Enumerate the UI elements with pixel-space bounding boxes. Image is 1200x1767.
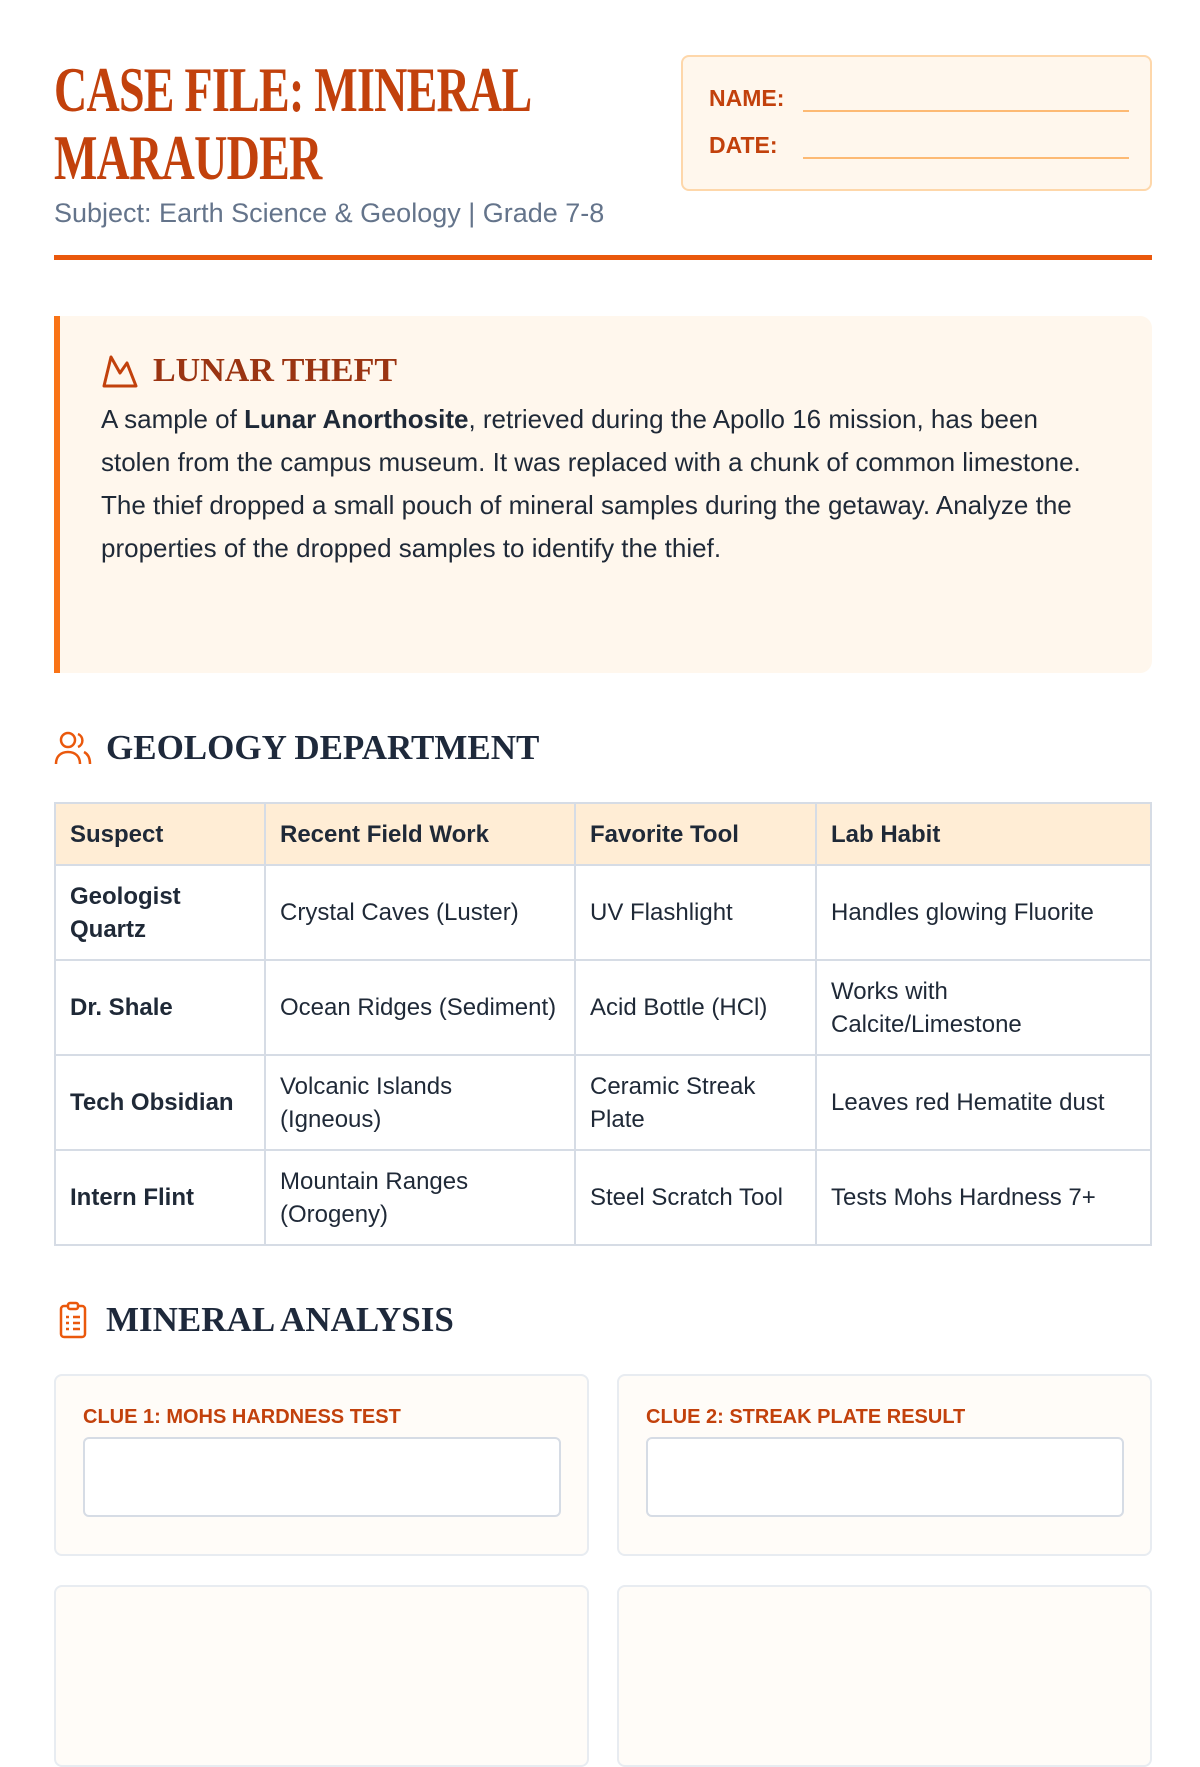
suspect-name: Geologist Quartz xyxy=(55,865,265,960)
story-text xyxy=(101,398,1112,570)
table-row xyxy=(55,960,1151,1055)
column-header: Favorite Tool xyxy=(575,803,816,865)
suspects-heading xyxy=(54,728,539,768)
story-title: LUNAR THEFT xyxy=(153,352,398,389)
story-panel xyxy=(54,316,1152,673)
clipboard-icon xyxy=(54,1301,92,1339)
header-block xyxy=(54,56,674,230)
suspect-name: Tech Obsidian xyxy=(55,1055,265,1150)
column-header: Suspect xyxy=(55,803,265,865)
favorite-tool: Steel Scratch Tool xyxy=(575,1150,816,1245)
field-work: Crystal Caves (Luster) xyxy=(265,865,575,960)
favorite-tool: Acid Bottle (HCl) xyxy=(575,960,816,1055)
clue-label: CLUE 1: MOHS HARDNESS TEST xyxy=(83,1406,401,1428)
favorite-tool: Ceramic Streak Plate xyxy=(575,1055,816,1150)
story-heading xyxy=(101,352,1112,390)
clue-card-1 xyxy=(54,1374,589,1556)
clue-card-2 xyxy=(617,1374,1152,1556)
story-text-post: , retrieved during the Apollo 16 mission, has been stolen from the campus museum. It was replaced with a chunk of common limestone. The thief dropped a small pouch of mineral samples during the getaway. Analyze the properties of the dropped samples to identify the thief. xyxy=(101,404,1081,563)
story-text-bold: Lunar Anorthosite xyxy=(244,404,469,434)
lab-habit: Handles glowing Fluorite xyxy=(816,865,1151,960)
field-work: Ocean Ridges (Sediment) xyxy=(265,960,575,1055)
users-icon xyxy=(54,730,92,766)
suspects-table xyxy=(54,802,1152,1246)
table-row xyxy=(55,1055,1151,1150)
column-header: Recent Field Work xyxy=(265,803,575,865)
table-row xyxy=(55,1150,1151,1245)
clue-1-answer-input[interactable] xyxy=(83,1437,561,1517)
name-label: NAME: xyxy=(709,85,785,111)
lab-habit: Works with Calcite/Limestone xyxy=(816,960,1151,1055)
favorite-tool: UV Flashlight xyxy=(575,865,816,960)
page-title: CASE FILE: MINERAL MARAUDER xyxy=(54,55,529,193)
name-field[interactable] xyxy=(709,85,1129,112)
field-work: Volcanic Islands (Igneous) xyxy=(265,1055,575,1150)
table-header-row xyxy=(55,803,1151,865)
clue-card-4 xyxy=(617,1585,1152,1767)
column-header: Lab Habit xyxy=(816,803,1151,865)
name-date-box xyxy=(681,55,1152,191)
header-divider xyxy=(54,255,1152,260)
analysis-heading xyxy=(54,1300,454,1340)
name-line[interactable] xyxy=(803,92,1129,112)
subtitle: Subject: Earth Science & Geology | Grade 7-8 xyxy=(54,198,605,228)
clue-card-3 xyxy=(54,1585,589,1767)
table-row xyxy=(55,865,1151,960)
date-field[interactable] xyxy=(709,132,1129,159)
clue-label: CLUE 2: STREAK PLATE RESULT xyxy=(646,1406,966,1428)
suspects-title: GEOLOGY DEPARTMENT xyxy=(106,728,540,767)
field-work: Mountain Ranges (Orogeny) xyxy=(265,1150,575,1245)
analysis-title: MINERAL ANALYSIS xyxy=(106,1300,454,1339)
story-text-pre: A sample of xyxy=(101,404,245,434)
clue-2-answer-input[interactable] xyxy=(646,1437,1124,1517)
suspect-name: Intern Flint xyxy=(55,1150,265,1245)
lab-habit: Leaves red Hematite dust xyxy=(816,1055,1151,1150)
date-line[interactable] xyxy=(803,139,1129,159)
mountain-icon xyxy=(101,353,139,389)
lab-habit: Tests Mohs Hardness 7+ xyxy=(816,1150,1151,1245)
date-label: DATE: xyxy=(709,132,778,158)
suspect-name: Dr. Shale xyxy=(55,960,265,1055)
